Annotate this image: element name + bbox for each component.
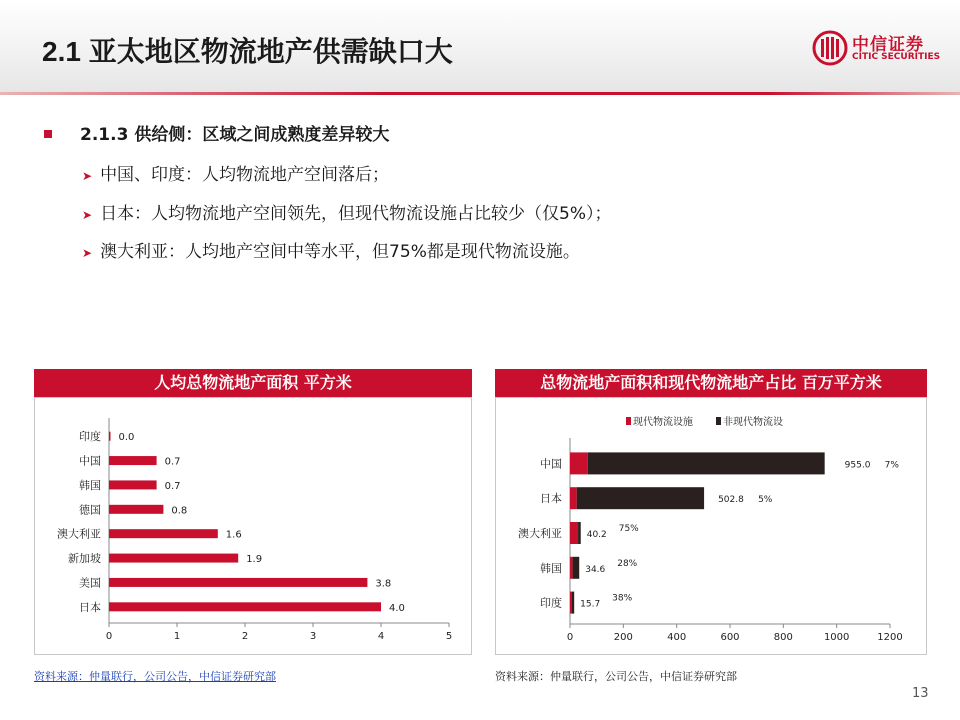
page-number: 13 bbox=[912, 686, 929, 701]
data-label: 502.8 bbox=[718, 495, 744, 506]
chevron-right-icon: ➤ bbox=[82, 246, 93, 260]
bullet-square-icon bbox=[44, 130, 52, 138]
bar bbox=[109, 456, 157, 465]
right-source-note: 资料来源：仲量联行，公司公告，中信证券研究部 bbox=[495, 670, 737, 683]
x-tick-label: 400 bbox=[667, 632, 687, 643]
category-label: 澳大利亚 bbox=[518, 527, 562, 540]
bar bbox=[109, 432, 111, 441]
bar-segment bbox=[570, 592, 572, 614]
data-label: 34.6 bbox=[585, 564, 606, 575]
x-tick-label: 1000 bbox=[823, 632, 850, 643]
bar bbox=[109, 480, 157, 489]
bullet-text: 澳大利亚：人均地产空间中等水平，但75%都是现代物流设施。 bbox=[100, 242, 580, 262]
x-tick-label: 2 bbox=[241, 631, 249, 642]
share-label: 28% bbox=[617, 558, 638, 569]
x-tick-label: 1 bbox=[173, 631, 181, 642]
x-tick-label: 0 bbox=[566, 632, 574, 643]
bar-segment bbox=[572, 592, 575, 614]
bar-segment bbox=[570, 487, 577, 509]
left-chart-title: 人均总物流地产面积 平方米 bbox=[34, 369, 472, 397]
share-label: 7% bbox=[884, 460, 899, 471]
chevron-right-icon: ➤ bbox=[82, 208, 93, 222]
data-label: 15.7 bbox=[580, 599, 601, 610]
category-label: 韩国 bbox=[79, 478, 101, 492]
data-label: 1.6 bbox=[225, 529, 242, 541]
left-chart-panel bbox=[34, 397, 472, 655]
data-label: 1.9 bbox=[246, 554, 263, 566]
x-tick-label: 0 bbox=[105, 631, 113, 642]
logo-cn-text: 中信证券 bbox=[852, 35, 924, 55]
logo-en-text: CITIC SECURITIES bbox=[852, 52, 941, 62]
bullet-text: 中国、印度：人均物流地产空间落后； bbox=[100, 165, 390, 185]
x-tick-label: 1200 bbox=[877, 632, 903, 643]
category-label: 中国 bbox=[540, 457, 562, 471]
bar-segment bbox=[578, 522, 581, 544]
header-divider bbox=[0, 92, 960, 95]
category-label: 日本 bbox=[540, 492, 562, 506]
bar-segment bbox=[570, 452, 588, 474]
x-tick-label: 5 bbox=[445, 631, 453, 642]
data-label: 0.7 bbox=[164, 456, 181, 468]
category-label: 澳大利亚 bbox=[57, 527, 101, 541]
data-label: 955.0 bbox=[844, 460, 871, 471]
category-label: 中国 bbox=[79, 454, 101, 468]
right-chart-title: 总物流地产面积和现代物流地产占比 百万平方米 bbox=[495, 369, 927, 397]
chevron-right-icon: ➤ bbox=[82, 169, 93, 183]
data-label: 0.0 bbox=[118, 432, 135, 444]
data-label: 4.0 bbox=[389, 602, 405, 614]
slide-title: 2.1 亚太地区物流地产供需缺口大 bbox=[42, 36, 453, 67]
bar bbox=[109, 602, 381, 611]
x-tick-label: 600 bbox=[720, 632, 740, 643]
bar-segment bbox=[573, 557, 580, 579]
category-label: 美国 bbox=[79, 576, 101, 590]
citic-logo-icon bbox=[812, 30, 848, 66]
category-label: 印度 bbox=[79, 430, 101, 444]
section-heading: 2.1.3 供给侧：区域之间成熟度差异较大 bbox=[80, 125, 390, 145]
bar bbox=[109, 554, 238, 563]
category-label: 德国 bbox=[79, 503, 101, 517]
x-tick-label: 800 bbox=[773, 632, 793, 643]
bar-segment bbox=[588, 452, 825, 474]
share-label: 5% bbox=[758, 495, 773, 506]
data-label: 3.8 bbox=[375, 578, 392, 590]
right-chart-panel bbox=[495, 397, 927, 655]
bar-segment bbox=[570, 522, 578, 544]
data-label: 40.2 bbox=[586, 530, 607, 540]
bullet-item bbox=[82, 237, 580, 262]
bar bbox=[109, 529, 218, 538]
left-source-link[interactable]: 资料来源：仲量联行，公司公告，中信证券研究部 bbox=[34, 670, 276, 683]
category-label: 印度 bbox=[540, 596, 562, 610]
legend-label: 现代物流设施 bbox=[633, 417, 693, 428]
category-label: 新加坡 bbox=[68, 552, 101, 566]
legend-label: 非现代物流设 bbox=[723, 417, 783, 428]
bar-segment bbox=[577, 487, 704, 509]
per-capita-chart bbox=[35, 398, 471, 654]
citic-logo bbox=[812, 30, 952, 68]
data-label: 0.8 bbox=[171, 505, 188, 517]
x-tick-label: 200 bbox=[613, 632, 633, 643]
bar-segment bbox=[570, 557, 573, 579]
data-label: 0.7 bbox=[164, 480, 181, 492]
x-tick-label: 4 bbox=[377, 631, 385, 642]
share-label: 38% bbox=[612, 593, 633, 604]
bullet-item bbox=[82, 160, 389, 185]
category-label: 韩国 bbox=[540, 561, 562, 575]
category-label: 日本 bbox=[79, 600, 101, 614]
bullet-item bbox=[82, 199, 612, 224]
bullet-text: 日本：人均物流地产空间领先，但现代物流设施占比较少（仅5%）； bbox=[100, 204, 612, 224]
legend-swatch bbox=[716, 417, 721, 425]
share-label: 75% bbox=[618, 524, 639, 534]
legend-swatch bbox=[626, 417, 631, 425]
bar bbox=[109, 505, 163, 514]
x-tick-label: 3 bbox=[309, 631, 317, 642]
bar bbox=[109, 578, 367, 587]
total-area-chart bbox=[496, 398, 926, 654]
